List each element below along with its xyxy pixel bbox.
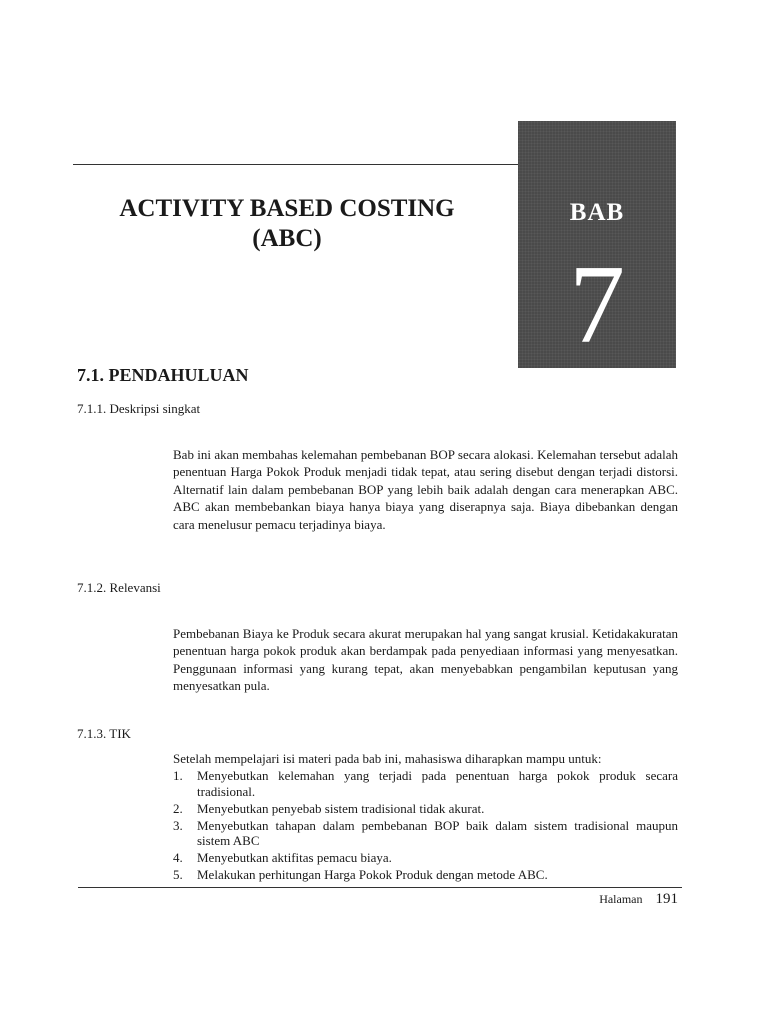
chapter-label: BAB	[569, 199, 625, 226]
page-number: 191	[655, 891, 678, 907]
list-item-number: 1.	[173, 768, 183, 783]
chapter-box	[518, 121, 676, 368]
list-item-number: 4.	[173, 850, 183, 865]
chapter-title	[80, 194, 494, 254]
tik-intro: Setelah mempelajari isi materi pada bab ini, mahasiswa diharapkan mampu untuk:	[173, 751, 602, 766]
list-item	[173, 818, 678, 849]
page-label: Halaman	[599, 892, 643, 906]
paragraph-relevansi: Pembebanan Biaya ke Produk secara akurat merupakan hal yang sangat krusial. Ketidakakuratan penentuan harga pokok produk akan berdampak pada penyediaan informasi yang menyesatkan. Penggunaan informasi yang kurang tepat, akan menyebabkan pengambilan keputusan yang menyesatkan pula.	[173, 626, 678, 694]
subsection-heading-deskripsi: 7.1.1. Deskripsi singkat	[77, 401, 201, 416]
list-item-number: 2.	[173, 800, 183, 816]
list-item-text: Menyebutkan penyebab sistem tradisional tidak akurat.	[197, 800, 485, 816]
header-rule	[73, 164, 521, 165]
tik-list	[173, 768, 678, 884]
list-item-number: 3.	[173, 817, 183, 833]
list-item-text: Menyebutkan aktifitas pemacu biaya.	[197, 850, 392, 865]
list-item	[173, 850, 678, 866]
chapter-title-line2: (ABC)	[252, 225, 322, 252]
chapter-title-line1: ACTIVITY BASED COSTING	[119, 195, 455, 222]
list-item	[173, 867, 678, 883]
page-footer	[599, 891, 678, 908]
list-item-text: Menyebutkan kelemahan yang terjadi pada penentuan harga pokok produk secara tradisional.	[197, 768, 678, 799]
chapter-number: 7	[569, 243, 625, 367]
footer-rule	[78, 887, 682, 888]
paragraph-deskripsi: Bab ini akan membahas kelemahan pembebanan BOP secara alokasi. Kelemahan tersebut adalah penentuan Harga Pokok Produk menjadi tidak tepat, atau sering disebut dengan terjadi distorsi. Alternatif lain dalam pembebanan BOP yang lebih baik adalah dengan cara menerapkan ABC. ABC akan membebankan biaya hanya biaya yang diserapnya saja. Biaya dibebankan dengan cara menelusur pemacu terjadinya biaya.	[173, 447, 678, 532]
subsection-heading-relevansi: 7.1.2. Relevansi	[77, 580, 161, 595]
subsection-heading-tik: 7.1.3. TIK	[77, 726, 131, 741]
section-heading: 7.1. PENDAHULUAN	[77, 365, 249, 385]
list-item-text: Melakukan perhitungan Harga Pokok Produk dengan metode ABC.	[197, 867, 548, 882]
list-item-text: Menyebutkan tahapan dalam pembebanan BOP baik dalam sistem tradisional maupun sistem ABC	[197, 817, 678, 848]
list-item	[173, 768, 678, 799]
list-item-number: 5.	[173, 867, 183, 882]
list-item	[173, 801, 678, 817]
